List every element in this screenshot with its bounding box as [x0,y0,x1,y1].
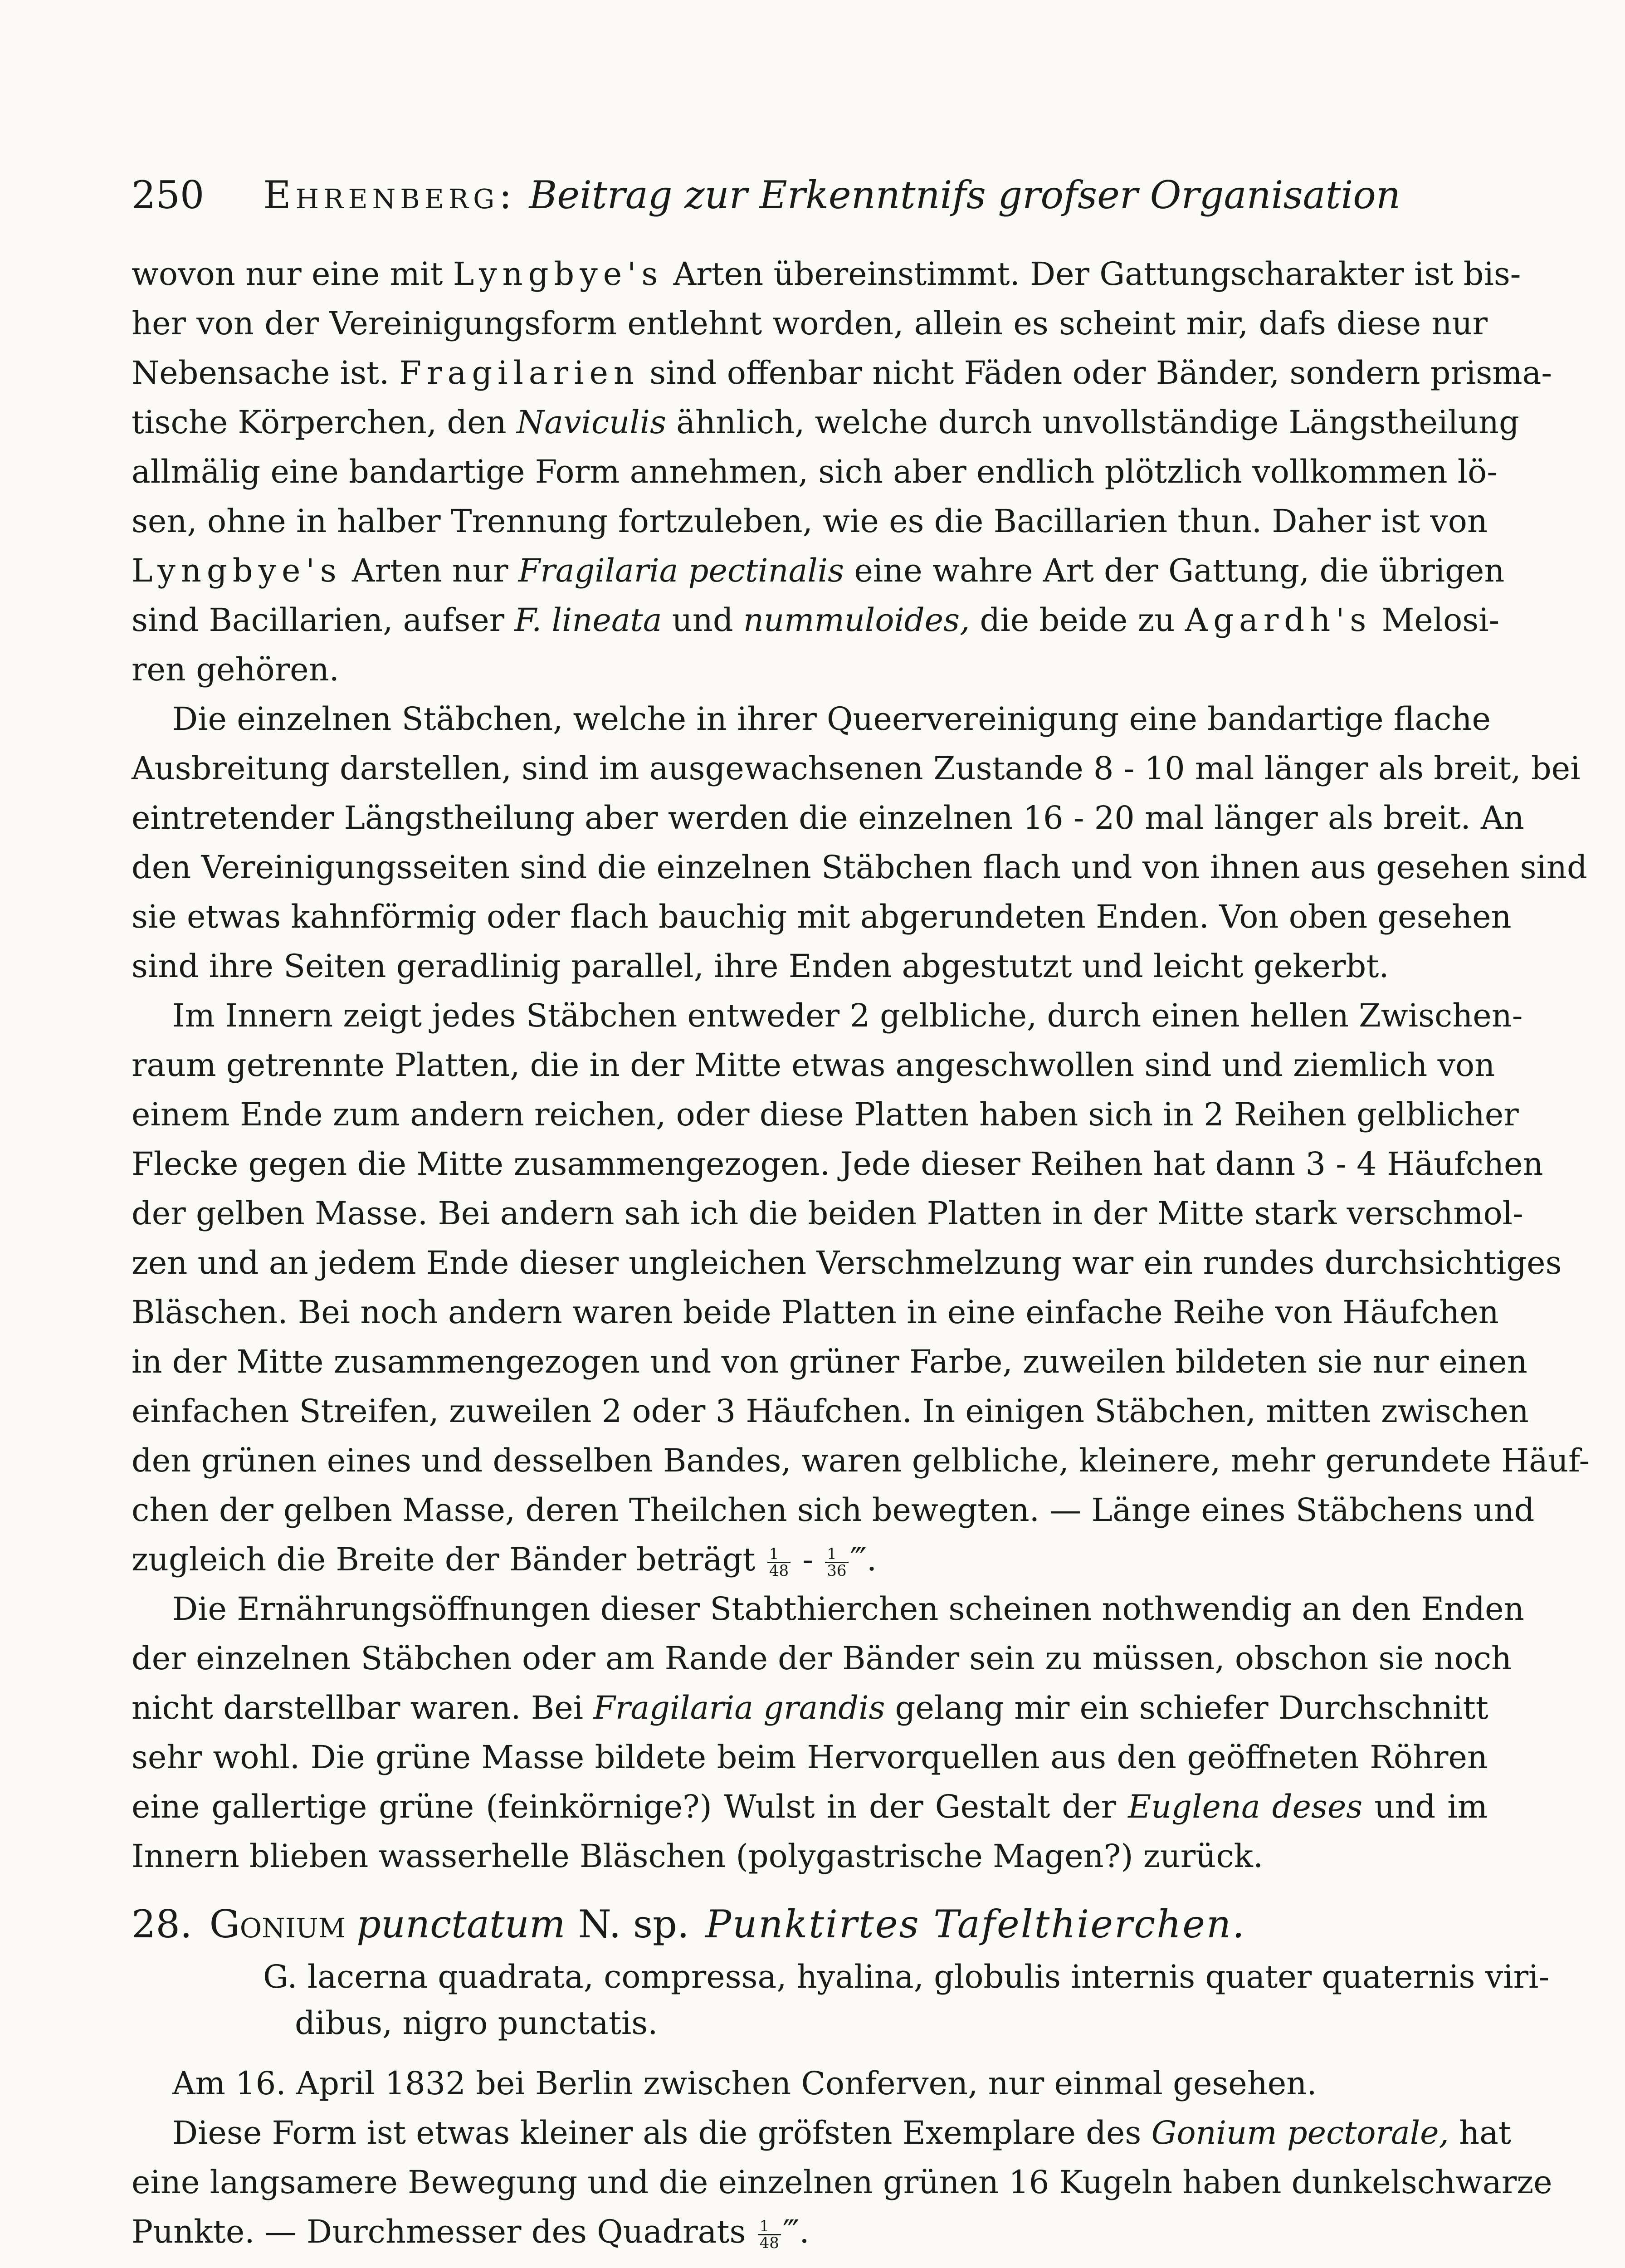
text-line: allmälig eine bandartige Form annehmen, sich aber endlich plötzlich vollkommen lö- [132,453,1498,490]
text-line: eine gallertige grüne (feinkörnige?) Wulst in der Gestalt der Euglena deses und im [132,1788,1488,1825]
text-line: sehr wohl. Die grüne Masse bildete beim Hervorquellen aus den geöffneten Röhren [132,1739,1488,1776]
species-common-name: Punktirtes Tafelthierchen. [705,1902,1246,1946]
paragraph-2 [132,694,1587,991]
text-line: wovon nur eine mit Lyngbye's Arten übereinstimmt. Der Gattungscharakter ist bis- [132,255,1521,293]
running-head-author: Ehrenberg: [263,173,517,217]
taxon-fragilaria-grandis: Fragilaria grandis [593,1689,885,1726]
text-line: Im Innern zeigt jedes Stäbchen entweder 2 gelbliche, durch einen hellen Zwischen- [172,997,1523,1034]
text-line: dibus, nigro punctatis. [295,2004,658,2042]
paragraph-1 [132,249,1552,694]
text-line: Lyngbye's Arten nur Fragilaria pectinalis eine wahre Art der Gattung, die übrigen [132,552,1505,589]
taxon-euglena-deses: Euglena deses [1128,1788,1363,1825]
author-name-lyngbye: Lyngbye's [453,255,664,293]
paragraph-4 [132,1584,1524,1881]
text-line: sind Bacillarien, aufser F. lineata und nummuloides, die beide zu Agardh's Melosi- [132,601,1500,639]
text-line: Flecke gegen die Mitte zusammengezogen. Jede dieser Reihen hat dann 3 - 4 Häufchen [132,1145,1543,1183]
author-name-lyngbye: Lyngbye's [132,552,342,589]
text-line: Punkte. — Durchmesser des Quadrats $\frac{1}{48}$ ‴. [132,2213,810,2252]
page [132,168,1590,2257]
text-line: her von der Vereinigungsform entlehnt worden, allein es scheint mir, dafs diese nur [132,305,1488,342]
text-line: der gelben Masse. Bei andern sah ich die beiden Platten in der Mitte stark verschmol- [132,1195,1523,1232]
taxon-fragilaria-pectinalis: Fragilaria pectinalis [518,552,844,589]
text-line: den Vereinigungsseiten sind die einzelnen Stäbchen flach und von ihnen aus gesehen sind [132,849,1587,886]
paragraph-5 [132,2059,1488,2108]
text-line: Diese Form ist etwas kleiner als die gröfsten Exemplare des Gonium pectorale, hat [172,2114,1512,2151]
taxon-naviculis: Naviculis [517,404,666,441]
text-line: zen und an jedem Ende dieser ungleichen Verschmelzung war ein rundes durchsichtiges [132,1244,1562,1281]
taxon-f-lineata: F. lineata [514,601,662,639]
text-line: sie etwas kahnförmig oder flach bauchig mit abgerundeten Enden. Von oben gesehen [132,898,1512,935]
species-novelty: N. sp. [578,1902,689,1946]
fraction: $\frac{1}{36}$ [825,1546,848,1579]
text-line: Die Ernährungsöffnungen dieser Stabthierchen scheinen nothwendig an den Enden [172,1590,1524,1628]
text-line: Nebensache ist. Fragilarien sind offenbar nicht Fäden oder Bänder, sondern prisma- [132,354,1552,391]
text-line: ren gehören. [132,651,339,688]
fraction: $\frac{1}{48}$ [767,1546,791,1579]
text-line: tische Körperchen, den Naviculis ähnlich, welche durch unvollständige Längstheilung [132,404,1519,441]
text-line: nicht darstellbar waren. Bei Fragilaria grandis gelang mir ein schiefer Durchschnitt [132,1689,1488,1726]
species-epithet: punctatum [356,1902,566,1946]
running-head [132,168,1488,222]
species-genus: Gonium [209,1902,346,1946]
text-line: zugleich die Breite der Bänder beträgt $\frac{1}{48}$ - $\frac{1}{36}$ ‴. [132,1541,877,1580]
genus-fragilarien: Fragilarien [399,354,640,391]
paragraph-3 [132,991,1590,1584]
text-line: Innern blieben wasserhelle Bläschen (polygastrische Magen?) zurück. [132,1838,1264,1875]
running-head-title: Beitrag zur Erkenntnifs grofser Organisation [529,173,1401,217]
text-line: der einzelnen Stäbchen oder am Rande der Bänder sein zu müssen, obschon sie noch [132,1640,1512,1677]
text-line: einem Ende zum andern reichen, oder diese Platten haben sich in 2 Reihen gelblicher [132,1096,1519,1133]
text-line: chen der gelben Masse, deren Theilchen sich bewegten. — Länge eines Stäbchens und [132,1491,1535,1529]
text-line: G. lacerna quadrata, compressa, hyalina, globulis internis quater quaternis viri- [263,1958,1550,1995]
taxon-gonium-pectorale: Gonium pectorale, [1151,2114,1449,2151]
page-number: 250 [132,173,205,217]
species-heading [132,1895,1488,1954]
species-number: 28. [132,1902,192,1946]
text-line: Am 16. April 1832 bei Berlin zwischen Conferven, nur einmal gesehen. [172,2065,1317,2102]
text-line: Ausbreitung darstellen, sind im ausgewachsenen Zustande 8 - 10 mal länger als breit, bei [132,750,1581,787]
author-name-agardh: Agardh's [1185,601,1372,639]
paragraph-6 [132,2108,1552,2257]
taxon-nummuloides: nummuloides, [743,601,970,639]
text-line: raum getrennte Platten, die in der Mitte etwas angeschwollen sind und ziemlich von [132,1046,1495,1084]
text-line: in der Mitte zusammengezogen und von grüner Farbe, zuweilen bildeten sie nur einen [132,1343,1527,1380]
spacer [132,2046,1488,2059]
text-line: Bläschen. Bei noch andern waren beide Platten in eine einfache Reihe von Häufchen [132,1294,1499,1331]
text-line: den grünen eines und desselben Bandes, waren gelbliche, kleinere, mehr gerundete Häuf- [132,1442,1590,1479]
text-line: sind ihre Seiten geradlinig parallel, ihre Enden abgestutzt und leicht gekerbt. [132,948,1389,985]
text-line: eine langsamere Bewegung und die einzelnen grünen 16 Kugeln haben dunkelschwarze [132,2164,1552,2201]
text-line: sen, ohne in halber Trennung fortzuleben, wie es die Bacillarien thun. Daher ist von [132,503,1488,540]
text-line: Die einzelnen Stäbchen, welche in ihrer Queervereinigung eine bandartige flache [172,700,1491,738]
text-line: eintretender Längstheilung aber werden die einzelnen 16 - 20 mal länger als breit. An [132,799,1524,836]
text-line: einfachen Streifen, zuweilen 2 oder 3 Häufchen. In einigen Stäbchen, mitten zwischen [132,1393,1529,1430]
fraction: $\frac{1}{48}$ [758,2219,781,2251]
species-diagnosis [263,1954,1550,2046]
